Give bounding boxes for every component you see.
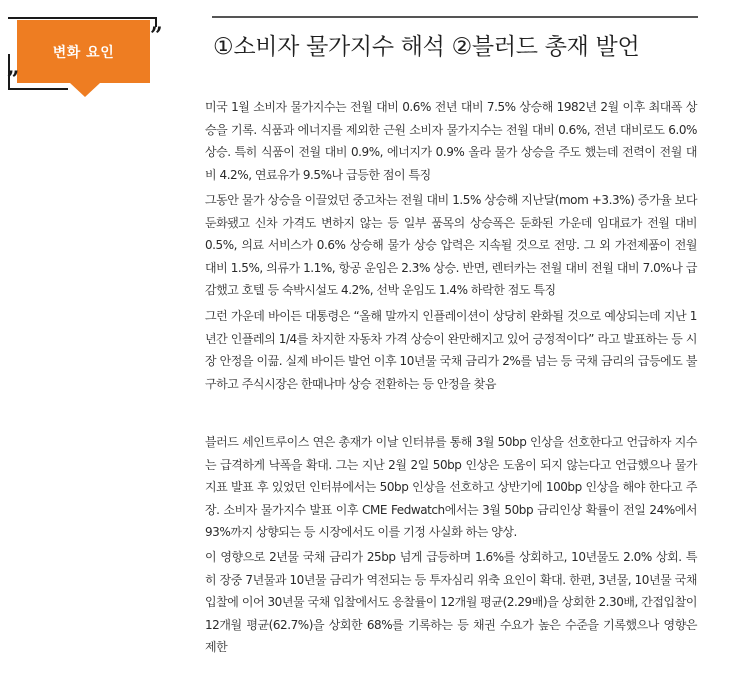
badge-box (17, 20, 150, 83)
paragraph-text: 미국 1월 소비자 물가지수는 전월 대비 0.6% 전년 대비 7.5% 상승해 1982년 2월 이후 최대폭 상승을 기록. 식품과 에너지를 제외한 근원 소비자 물가지수는 전월 대비 0.6%, 전년 대비로도 6.0% 상승. 특히 식품이 전월 대비 0.9%, 에너지가 0.9% 올라 물가 상승을 주도 했는데 전력이 전월 대비 4.2%, 연료유가 9.5%나 급등한 점이 특징 (205, 100, 697, 182)
paragraph-text: 그런 가운데 바이든 대통령은 “올해 말까지 인플레이션이 상당히 완화될 것으로 예상되는데 지난 1년간 인플레의 1/4를 차지한 자동차 가격 상승이 완만해지고 있어 긍정적이다” 라고 발표하는 등 시장 안정을 이끎. 실제 바이든 발언 이후 10년물 국채 금리가 2%를 넘는 등 국채 금리의 급등에도 불구하고 주식시장은 한때나마 상승 전환하는 등 안정을 찾음 (205, 309, 697, 391)
badge-label: 변화 요인 (52, 44, 115, 61)
bracket-top-line (8, 17, 155, 19)
page-title: ①소비자 물가지수 해석 ②블러드 총재 발언 (213, 34, 640, 60)
title-rule (212, 16, 698, 18)
badge-pointer (70, 83, 100, 97)
paragraph-text: 블러드 세인트루이스 연은 총재가 이날 인터뷰를 통해 3월 50bp 인상을 선호한다고 언급하자 지수는 급격하게 낙폭을 확대. 그는 지난 2월 2일 50bp 인상은 도움이 되지 않는다고 언급했으나 물가지표 발표 후 있었던 인터뷰에서는 50bp 인상을 선호하고 상반기에 100bp 인상을 해야 한다고 주장. 소비자 물가지수 발표 이후 CME Fedwatch에서는 3월 50bp 금리인상 확률이 전일 24%에서 93%까지 상향되는 등 시장에서도 이를 기정 사실화 하는 양상. (205, 435, 697, 539)
paragraph-biden-remarks (205, 305, 697, 395)
close-quote-icon: ” (150, 23, 163, 49)
paragraph-bullard-remarks (205, 431, 697, 544)
open-quote-icon: „ (7, 54, 20, 80)
paragraph-cpi-items (205, 189, 697, 302)
bracket-bottom-line (8, 88, 68, 90)
paragraph-bond-impact (205, 546, 697, 659)
paragraph-text: 그동안 물가 상승을 이끌었던 중고차는 전월 대비 1.5% 상승해 지난달(mom +3.3%) 증가율 보다 둔화됐고 신차 가격도 변하지 않는 등 일부 품목의 상승폭은 둔화된 가운데 임대료가 전월 대비 0.5%, 의료 서비스가 0.6% 상승해 물가 상승 압력은 지속될 것으로 전망. 그 외 가전제품이 전월 대비 1.5%, 의류가 1.1%, 항공 운임은 2.3% 상승. 반면, 렌터카는 전월 대비 전월 대비 7.0%나 급감했고 호텔 등 숙박시설도 4.2%, 선박 운임도 1.4% 하락한 점도 특징 (205, 193, 697, 297)
paragraph-text: 이 영향으로 2년물 국채 금리가 25bp 넘게 급등하며 1.6%를 상회하고, 10년물도 2.0% 상회. 특히 장중 7년물과 10년물 금리가 역전되는 등 투자심리 위축 요인이 확대. 한편, 3년물, 10년물 국채 입찰에 이어 30년물 국채 입찰에서도 응찰률이 12개월 평균(2.29배)을 상회한 2.30배, 간접입찰이 12개월 평균(62.7%)을 상회한 68%를 기록하는 등 채권 수요가 높은 수준을 기록했으나 영향은 제한 (205, 550, 697, 654)
section-badge (0, 0, 175, 105)
paragraph-cpi-summary (205, 96, 697, 186)
